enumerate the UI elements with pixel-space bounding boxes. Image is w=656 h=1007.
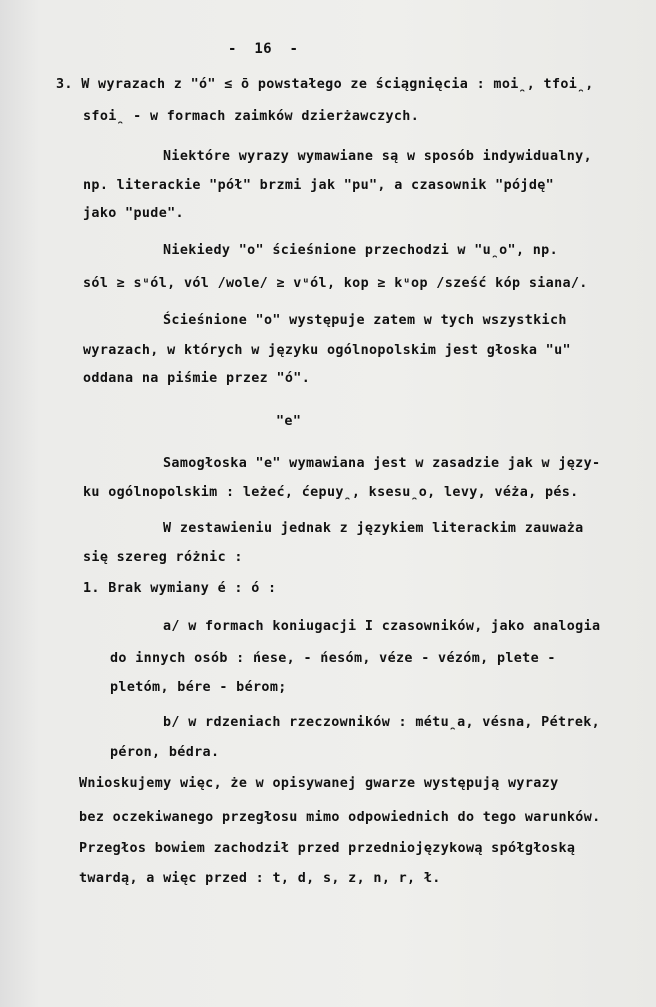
text-line: oddana na piśmie przez "ó".: [83, 371, 311, 386]
text-line: Wnioskujemy więc, że w opisywanej gwarze występują wyrazy: [79, 776, 559, 791]
text-line: Przegłos bowiem zachodził przed przedniojęzykową spółgłoską: [79, 841, 576, 856]
text-line: bez oczekiwanego przegłosu mimo odpowiednich do tego warunków.: [79, 810, 601, 825]
text-line: Niektóre wyrazy wymawiane są w sposób indywidualny,: [163, 149, 593, 164]
text-line: jako "pude".: [83, 206, 184, 221]
text-line: a/ w formach koniugacji I czasowników, jako analogia: [163, 619, 601, 634]
section-heading: "e": [276, 414, 302, 429]
text-line: W zestawieniu jednak z językiem literackim zauważa: [163, 521, 584, 536]
text-line: pletóm, bére - bérom;: [110, 680, 287, 695]
text-line: sfoi̯ - w formach zaimków dzierżawczych.: [83, 109, 420, 124]
text-line: się szereg różnic :: [83, 550, 243, 565]
text-line: ku ogólnopolskim : leżeć, ćepuy̯, ksesu̯o, levy, véża, pés.: [83, 485, 579, 500]
text-line: wyrazach, w których w języku ogólnopolskim jest głoska "u": [83, 343, 571, 358]
text-line: 3. W wyrazach z "ó" ≤ ō powstałego ze ściągnięcia : moi̯, tfoi̯,: [56, 77, 594, 92]
text-line: 1. Brak wymiany é : ó :: [83, 581, 277, 596]
text-line: np. literackie "pół" brzmi jak "pu", a czasownik "pójdę": [83, 178, 555, 193]
text-line: Niekiedy "o" ścieśnione przechodzi w "u̯o", np.: [163, 243, 559, 258]
text-line: Samogłoska "e" wymawiana jest w zasadzie jak w języ-: [163, 456, 601, 471]
text-line: péron, bédra.: [110, 745, 220, 760]
text-line: do innych osób : ńese, - ńesóm, véze - vézóm, plete -: [110, 651, 556, 666]
text-line: twardą, a więc przed : t, d, s, z, n, r, ł.: [79, 871, 441, 886]
text-line: sól ≥ sᵘól, vól /wole/ ≥ vᵘól, kop ≥ kᵘop /sześć kóp siana/.: [83, 276, 588, 291]
page-number: - 16 -: [228, 41, 299, 57]
text-line: b/ w rdzeniach rzeczowników : métu̯a, vésna, Pétrek,: [163, 715, 601, 730]
text-line: Ścieśnione "o" występuje zatem w tych wszystkich: [163, 313, 567, 328]
